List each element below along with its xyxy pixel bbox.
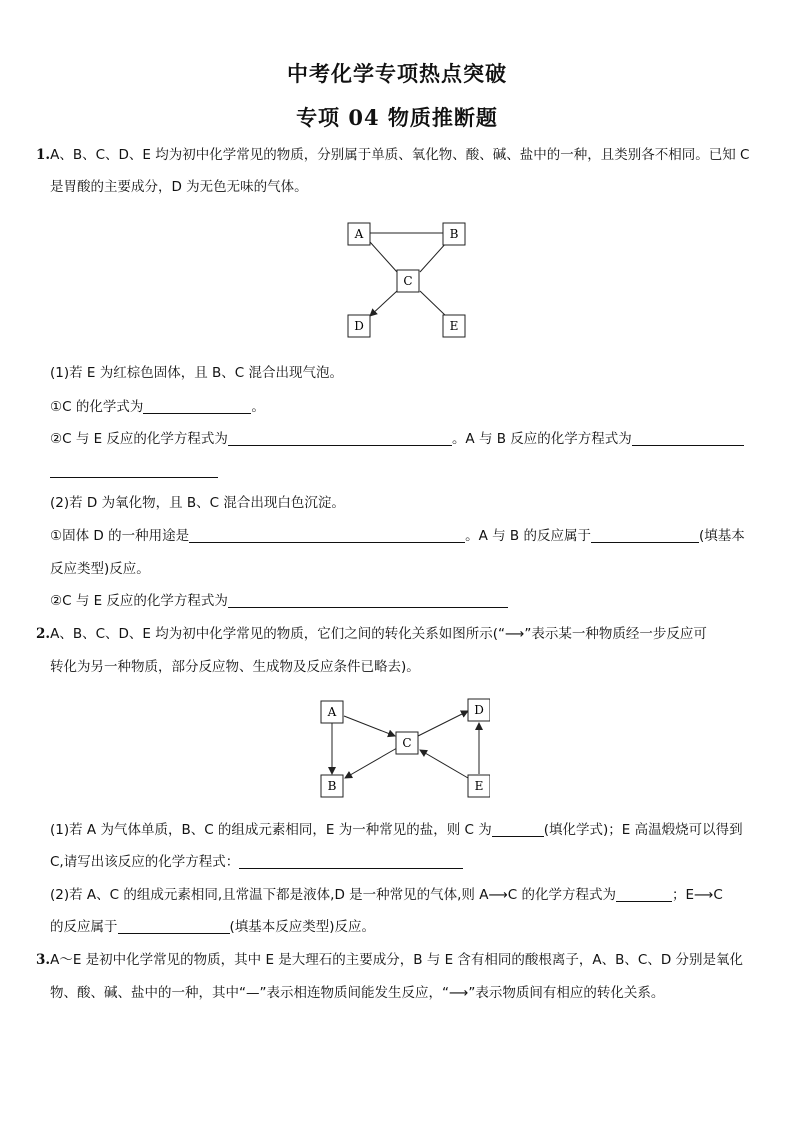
answer-blank[interactable] xyxy=(616,887,672,902)
answer-blank[interactable] xyxy=(118,919,230,934)
q2-arrow-c-d xyxy=(418,711,468,736)
svg-text:A: A xyxy=(327,705,337,719)
q1-node-c xyxy=(397,270,419,292)
svg-text:E: E xyxy=(474,779,484,793)
q3-stem-line2: 物、酸、碱、盐中的一种，其中“—”表示相连物质间能发生反应，“⟶”表示物质间有相应的转化关系。 xyxy=(50,985,665,1001)
q1-part1-b-cont xyxy=(50,462,218,480)
q1-part2-b: ②C 与 E 反应的化学方程式为 xyxy=(50,592,508,610)
answer-blank[interactable] xyxy=(189,528,465,543)
svg-text:C: C xyxy=(402,736,412,750)
q1-part2-a-cont: 反应类型)反应。 xyxy=(50,561,150,577)
q1-stem-text: A、B、C、D、E 均为初中化学常见的物质，分别属于单质、氧化物、酸、碱、盐中的一种，且类别各不相同。已知 C xyxy=(50,147,750,163)
q2-arrow-e-c xyxy=(420,750,468,778)
q2-arrow-a-c xyxy=(344,716,395,736)
q1-part1-b: ②C 与 E 反应的化学方程式为 。A 与 B 反应的化学方程式为 xyxy=(50,430,744,448)
svg-text:D: D xyxy=(354,319,364,333)
q3-stem-line1 xyxy=(36,951,743,969)
q2-number: 2. xyxy=(36,626,51,642)
answer-blank[interactable] xyxy=(632,431,744,446)
svg-text:C: C xyxy=(403,274,413,288)
answer-blank[interactable] xyxy=(228,431,452,446)
svg-text:E: E xyxy=(449,319,459,333)
q2-diagram xyxy=(310,694,490,804)
q1-number: 1. xyxy=(36,147,51,163)
q1-node-b xyxy=(443,223,465,245)
page-subtitle: 专项 04 物质推断题 xyxy=(296,105,498,130)
q2-node-b xyxy=(321,775,343,797)
answer-blank[interactable] xyxy=(591,528,699,543)
q1-stem-line2: 是胃酸的主要成分，D 为无色无味的气体。 xyxy=(50,179,308,195)
svg-text:A: A xyxy=(354,227,364,241)
svg-text:D: D xyxy=(474,703,484,717)
q2-stem-line1 xyxy=(36,625,707,643)
q1-part2-a: ①固体 D 的一种用途是 。A 与 B 的反应属于 (填基本 xyxy=(50,528,745,544)
q1-part2-intro: (2)若 D 为氧化物，且 B、C 混合出现白色沉淀。 xyxy=(50,495,345,511)
q1-stem-line1 xyxy=(36,146,749,164)
q2-node-c xyxy=(396,732,418,754)
q1-arrow-c-d xyxy=(370,291,397,316)
answer-blank[interactable] xyxy=(492,822,544,837)
q2-node-d xyxy=(468,699,490,721)
q1-node-a xyxy=(348,223,370,245)
q1-part1-intro: (1)若 E 为红棕色固体，且 B、C 混合出现气泡。 xyxy=(50,365,344,381)
q2-stem-text: A、B、C、D、E 均为初中化学常见的物质，它们之间的转化关系如图所示(“⟶”表示某一种物质经一步反应可 xyxy=(50,626,707,642)
page-title: 中考化学专项热点突破 xyxy=(287,61,507,86)
svg-text:B: B xyxy=(327,779,337,793)
q1-line-c-e xyxy=(420,291,447,317)
q1-node-e xyxy=(443,315,465,337)
q2-part1: (1)若 A 为气体单质，B、C 的组成元素相同，E 为一种常见的盐，则 C 为 (填化学式)；E 高温煅烧可以得到 xyxy=(50,822,743,838)
q2-part1-cont: C,请写出该反应的化学方程式： xyxy=(50,853,463,871)
q3-stem-text: A～E 是初中化学常见的物质，其中 E 是大理石的主要成分，B 与 E 含有相同的酸根离子，A、B、C、D 分别是氧化 xyxy=(50,952,744,968)
q1-node-d xyxy=(348,315,370,337)
q2-part2: (2)若 A、C 的组成元素相同,且常温下都是液体,D 是一种常见的气体,则 A⟶C 的化学方程式为 ；E⟶C xyxy=(50,887,723,903)
answer-blank[interactable] xyxy=(143,399,251,414)
q2-node-a xyxy=(321,701,343,723)
q2-node-e xyxy=(468,775,490,797)
answer-blank[interactable] xyxy=(228,593,508,608)
answer-blank[interactable] xyxy=(239,854,463,869)
answer-blank[interactable] xyxy=(50,463,218,478)
q3-number: 3. xyxy=(36,952,51,968)
svg-text:B: B xyxy=(449,227,459,241)
q1-part1-a: ①C 的化学式为 。 xyxy=(50,399,265,415)
q1-line-b-c xyxy=(420,242,447,272)
q2-stem-line2: 转化为另一种物质，部分反应物、生成物及反应条件已略去)。 xyxy=(50,659,420,675)
q2-arrow-c-b xyxy=(345,748,397,778)
q1-diagram xyxy=(340,216,480,346)
q1-line-a-c xyxy=(370,242,397,272)
q2-part2-cont: 的反应属于 (填基本反应类型)反应。 xyxy=(50,919,376,935)
